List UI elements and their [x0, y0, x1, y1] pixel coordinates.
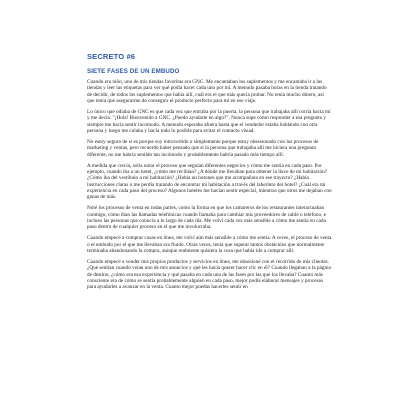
secret-title: SECRETO #6: [87, 52, 136, 61]
paragraph: Cuando empecé a comprar cosas en línea, me volví aún más sensible a cómo me sentía. A veces, el proceso de venta o el embudo por el que me llevaban era fluido. Otras veces, tenía que superar tantos obstáculos que normalmente terminaba abandonando la compra, aunque realmente quisiera la cosa que había ido a comprar allí.: [87, 235, 332, 254]
paragraph: No estoy seguro de si es porque soy introvertido o simplemente porque estoy obsesionado con los procesos de marketing y ventas, pero recuerdo haber pensado que si la persona que trabajaba allí me hiciera una pregunta diferente, no me habría sentido tan incómodo y probablemente habría pasado más tiempo allí.: [87, 138, 319, 158]
paragraph: Noté los procesos de venta en todas partes, como la forma en que los camareros de los restaurantes interactuaban conmigo, cómo iban las llamadas telefónicas cuando llamaba para cambiar mis proveedores de cable o teléfono, e incluso las personas que conocía a lo largo de cada día. Me volví cada vez más sensible a cómo me sentía en cada paso dentro de cualquier proceso en el que me involucraba.: [87, 205, 327, 231]
document-content: [87, 52, 332, 295]
paragraph: Cuando empecé a vender mis propios productos y servicios en línea, me obsesioné con el recorrido de mis clientes. ¿Qué sentían cuando veían uno de mis anuncios y qué les hacía querer hacer clic en él? Cuando llegaban a la página de destino, ¿cómo era esa experiencia y qué pasaba en cada una de las fases por las que los llevaba? Cuanto más consciente era de cómo se sentía probablemente alguien en cada paso, mejor podía elaborar mensajes y procesos para ayudarles a avanzar en la venta. Cuanto mejor puedas hacerles sentir en: [87, 258, 331, 291]
section-title: SIETE FASES DE UN EMBUDO: [87, 68, 180, 75]
paragraph: A medida que crecía, solía notar el proceso que seguían diferentes negocios y cómo me sentía en cada paso. Por ejemplo, cuando iba a un hotel, ¿cómo me recibían? ¿A dónde me llevaban para obtener la llave de mi habitación? ¿Cómo iba del vestíbulo a mi habitación? ¿Había un botones que me acompañara en ese trayecto? ¿Había instrucciones claras o me perdía tratando de encontrar mi habitación a través del laberinto del hotel? ¿Cuál era mi experiencia en cada paso del proceso? Algunos hoteles me hacían sentir especial, mientras que otros me dejaban con ganas de más.: [87, 162, 332, 201]
paragraph: Lo único que odiaba de GNC es que cada vez que entraba por la puerta, la persona que trabajaba allí corría hacia mí y me decía: "¡Hola! Bienvenido a GNC. ¿Puedo ayudarte en algo?". Nunca supe cómo responder a esa pregunta y siempre me hacía sentir incómodo. A menudo esperaba afuera hasta que el vendedor estaba hablando con otra persona y luego me colaba y hacía todo lo posible para evitar el contacto visual.: [87, 108, 331, 134]
paragraph: Cuando era niño, uno de mis tiendas favoritas era GNC. Me encantaban los suplementos y me encantaba ir a las tiendas y leer las etiquetas para ver qué podía hacer cada uno por mí. A menudo pasaba horas en la tienda tratando de decidir, de todos los suplementos que había allí, cuál era el que más quería probar. No tenía mucho dinero, así que tenía que asegurarme de conseguir el producto perfecto para mí en ese viaje.: [87, 79, 327, 105]
